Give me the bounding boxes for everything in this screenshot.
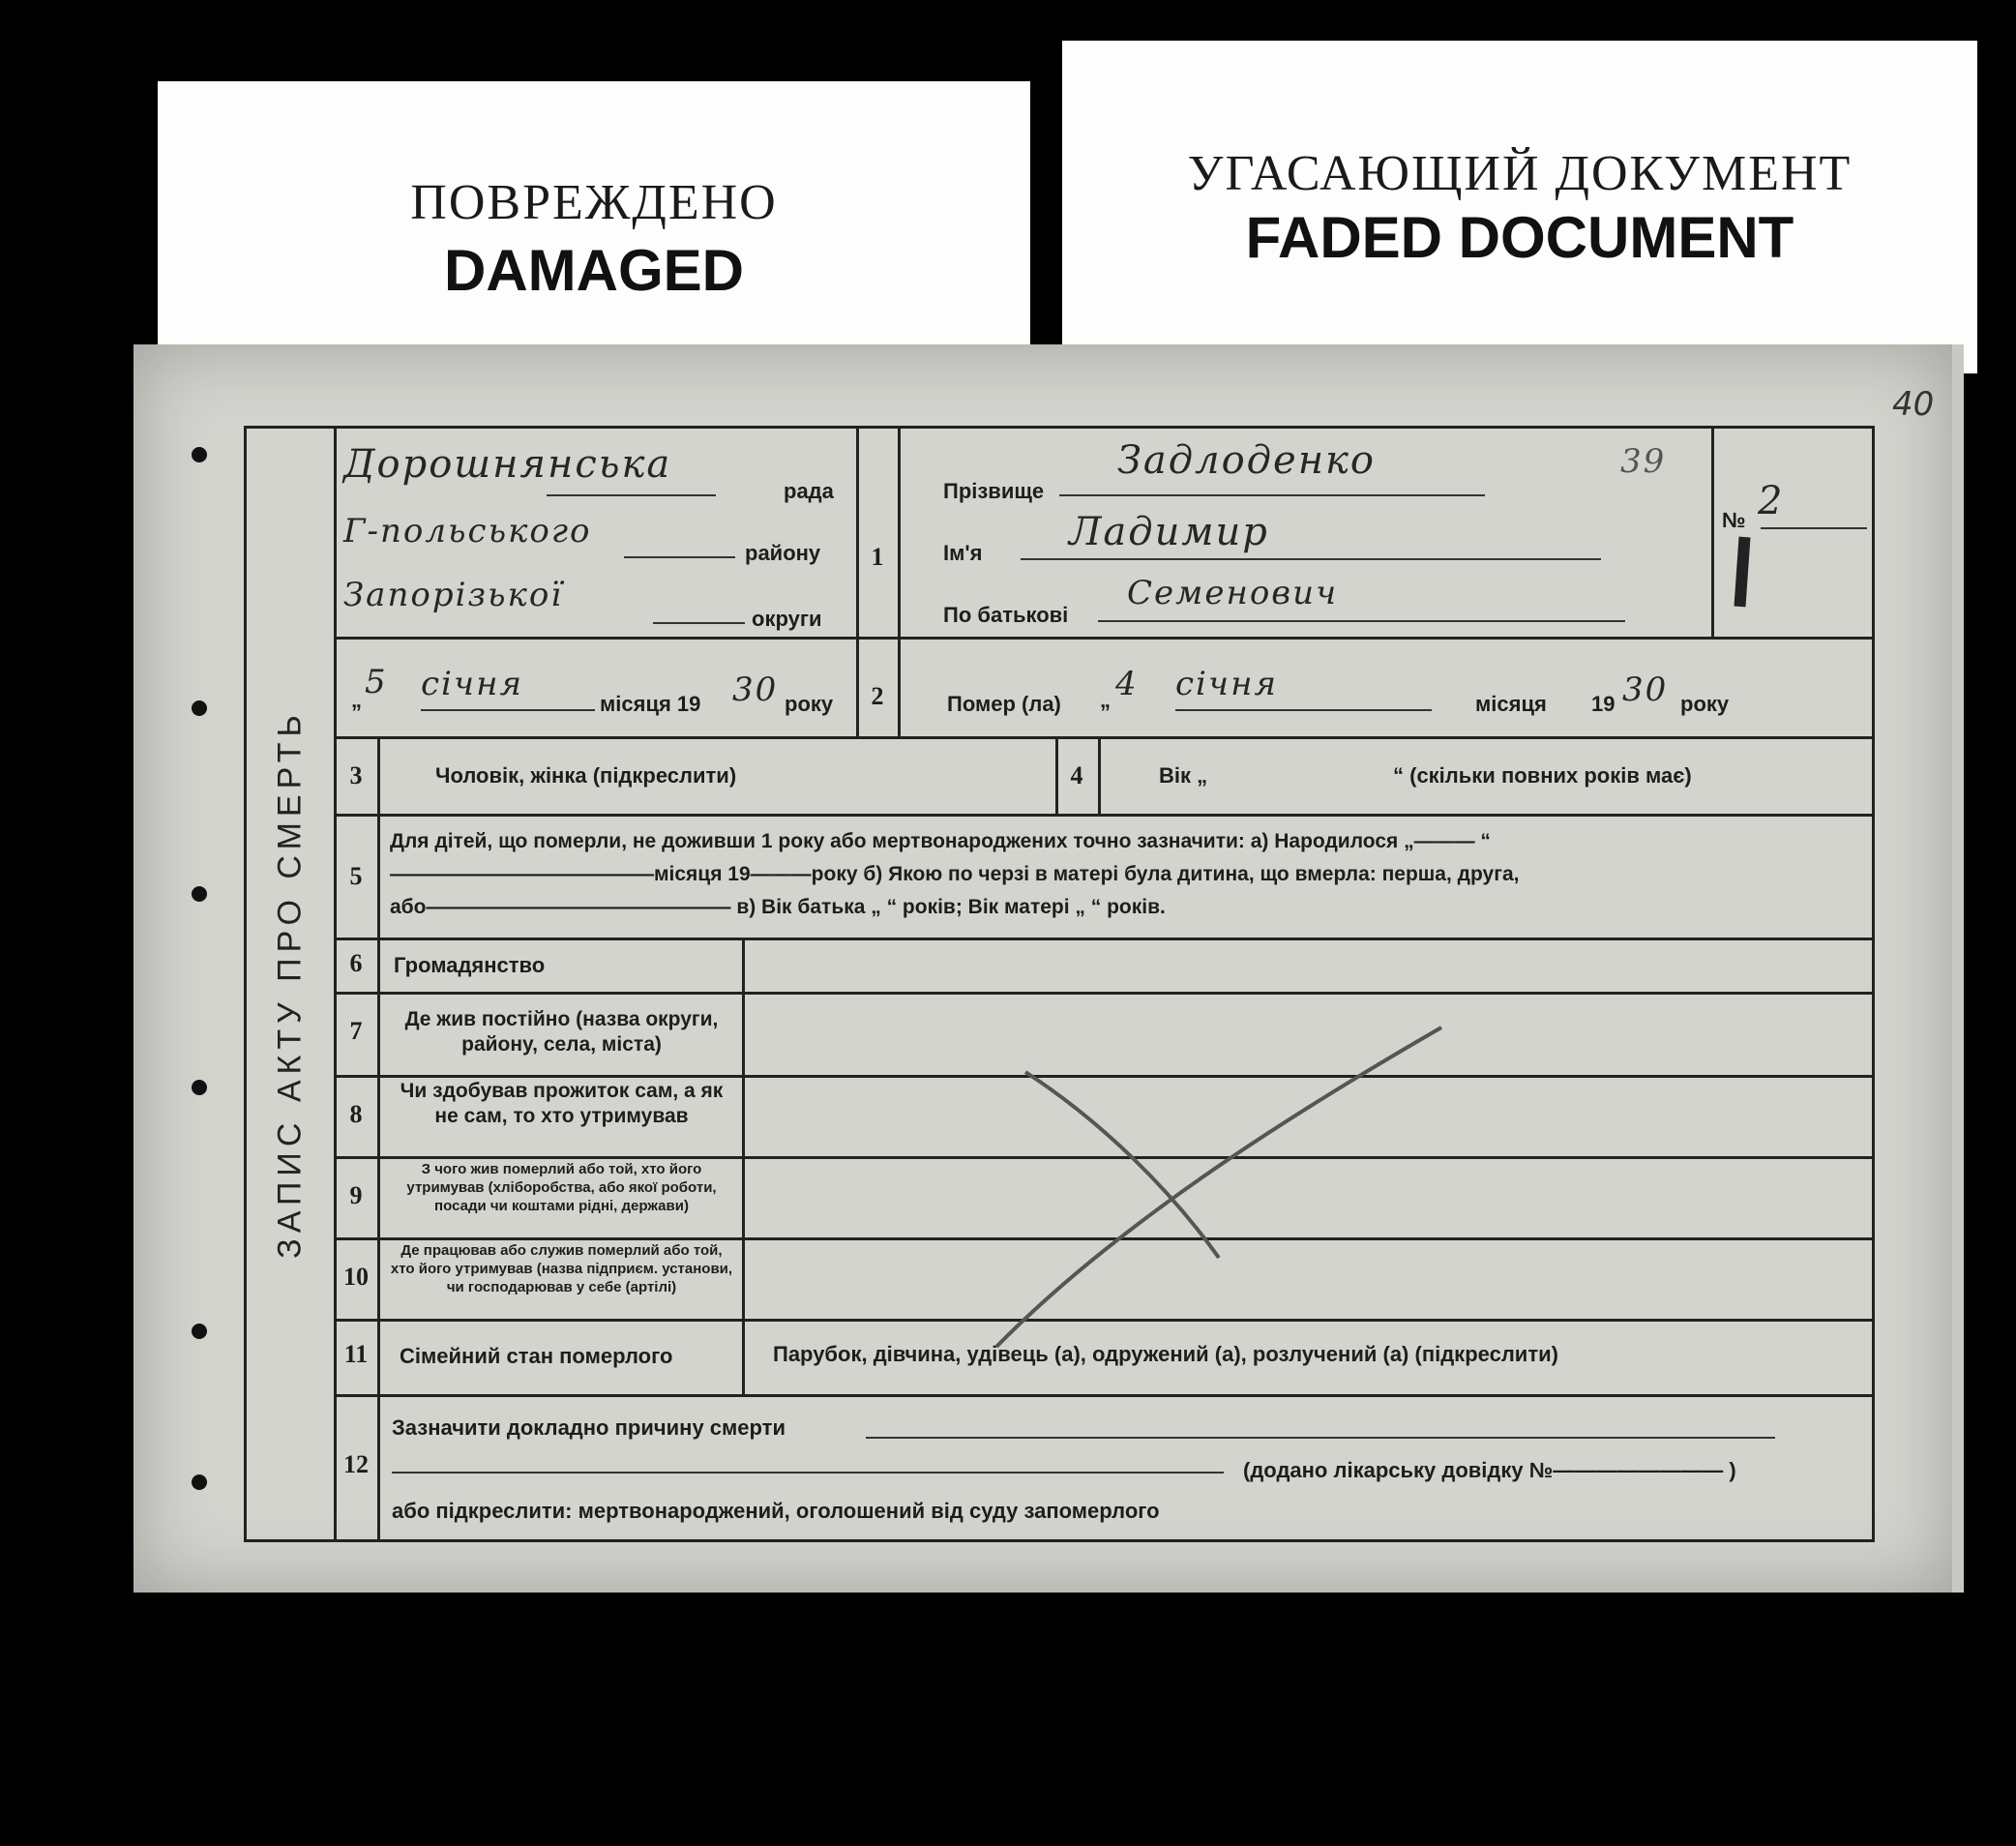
- income-source-label: З чого жив померлий або той, хто його утримував (хліборобства, або якої роботи, посади чи коштами рідні, держави): [406, 1161, 717, 1214]
- damaged-label-en: DAMAGED: [444, 238, 744, 303]
- died-day-open-quote: „: [1100, 688, 1111, 712]
- surname-handwritten: Задлоденко: [1117, 438, 1377, 483]
- raion-handwritten: Г-польського: [343, 512, 592, 551]
- infant-details-line-3: або——————————————— в) Вік батька „ “ років; Вік матері „ “ років.: [390, 896, 1166, 918]
- okruha-handwritten: Запорізької: [343, 576, 564, 614]
- livelihood-label: Чи здобував прожиток сам, а як не сам, то хто утримував: [400, 1080, 724, 1127]
- residence-label: Де жив постійно (назва округи, району, села, міста): [404, 1008, 719, 1056]
- surname-note: 39: [1620, 442, 1667, 481]
- age-field-label: Вік „: [1159, 763, 1208, 788]
- row-number-10: 10: [343, 1263, 369, 1291]
- row-number-11: 11: [343, 1340, 369, 1368]
- died-year-handwritten: 30: [1622, 670, 1669, 709]
- died-day-handwritten: 4: [1115, 665, 1139, 703]
- record-number-handwritten: 2: [1758, 479, 1785, 523]
- row-number-8: 8: [349, 1100, 363, 1128]
- workplace-label: Де працював або служив померлий або той, хто його утримував (назва підприєм. установи, чи господарював у себе (артілі): [390, 1242, 733, 1295]
- marital-status-options: Парубок, дівчина, удівець (а), одружений (а), розлучений (а) (підкреслити): [773, 1342, 1558, 1366]
- died-label: Помер (ла): [947, 692, 1061, 716]
- faded-label-en: FADED DOCUMENT: [1245, 205, 1794, 270]
- name-label: Ім'я: [943, 541, 983, 565]
- pencil-stroke: [996, 1027, 1441, 1347]
- age-field-note: “ (скільки повних років має): [1393, 763, 1692, 788]
- row-number-6: 6: [349, 949, 363, 977]
- row-number-3: 3: [349, 761, 363, 789]
- patronymic-handwritten: Семенович: [1127, 574, 1339, 612]
- raion-label: району: [745, 541, 821, 565]
- faded-label-ru: УГАСАЮЩИЙ ДОКУМЕНТ: [1187, 146, 1853, 201]
- marital-status-label: Сімейний стан померлого: [400, 1344, 673, 1368]
- name-handwritten: Ладимир: [1069, 510, 1269, 554]
- infant-details-line-2: —————————————місяця 19———року б) Якою по черзі в матері була дитина, що вмерла: перша, друга,: [390, 863, 1520, 885]
- okruha-label: округи: [752, 607, 822, 631]
- row-number-9: 9: [349, 1181, 363, 1209]
- form-side-title: ЗАПИС АКТУ ПРО СМЕРТЬ: [271, 709, 309, 1259]
- reg-year-label: року: [785, 692, 834, 716]
- stillborn-option-line: або підкреслити: мертвонароджений, оголошений від суду запомерлого: [392, 1499, 1160, 1523]
- record-number-label: №: [1722, 508, 1746, 532]
- row-number-4: 4: [1070, 761, 1083, 789]
- citizenship-label: Громадянство: [394, 953, 546, 977]
- died-month-label: місяця: [1475, 692, 1547, 716]
- patronymic-label: По батькові: [943, 603, 1069, 627]
- reg-day-handwritten: 5: [365, 663, 388, 701]
- reg-year-handwritten: 30: [732, 670, 779, 709]
- cause-of-death-label-text: Зазначити докладно причину смерти: [392, 1415, 786, 1440]
- reg-day-open-quote: „: [351, 688, 362, 712]
- row-number-1: 1: [871, 543, 884, 571]
- row-number-12: 12: [343, 1450, 369, 1478]
- reg-month-handwritten: січня: [421, 665, 523, 703]
- damaged-label-ru: ПОВРЕЖДЕНО: [410, 175, 778, 230]
- died-year-prefix: 19: [1591, 692, 1616, 716]
- died-year-label: року: [1680, 692, 1730, 716]
- rada-handwritten: Дорошнянська: [343, 442, 672, 487]
- row-number-5: 5: [349, 862, 363, 890]
- rada-label: рада: [784, 479, 834, 503]
- pencil-stroke: [1025, 1072, 1219, 1258]
- row-number-7: 7: [349, 1017, 363, 1045]
- folio-number: 40: [1892, 385, 1935, 424]
- surname-label: Прізвище: [943, 479, 1045, 503]
- row-number-2: 2: [871, 682, 884, 710]
- died-month-handwritten: січня: [1175, 665, 1278, 703]
- reg-month-label: місяця 19: [600, 692, 701, 716]
- infant-details-line-1: Для дітей, що померли, не доживши 1 року або мертвонароджених точно зазначити: а) Народилося „——— “: [390, 830, 1491, 852]
- medical-certificate-note: (додано лікарську довідку №———————— ): [1243, 1458, 1736, 1482]
- gender-field-label: Чоловік, жінка (підкреслити): [435, 763, 737, 788]
